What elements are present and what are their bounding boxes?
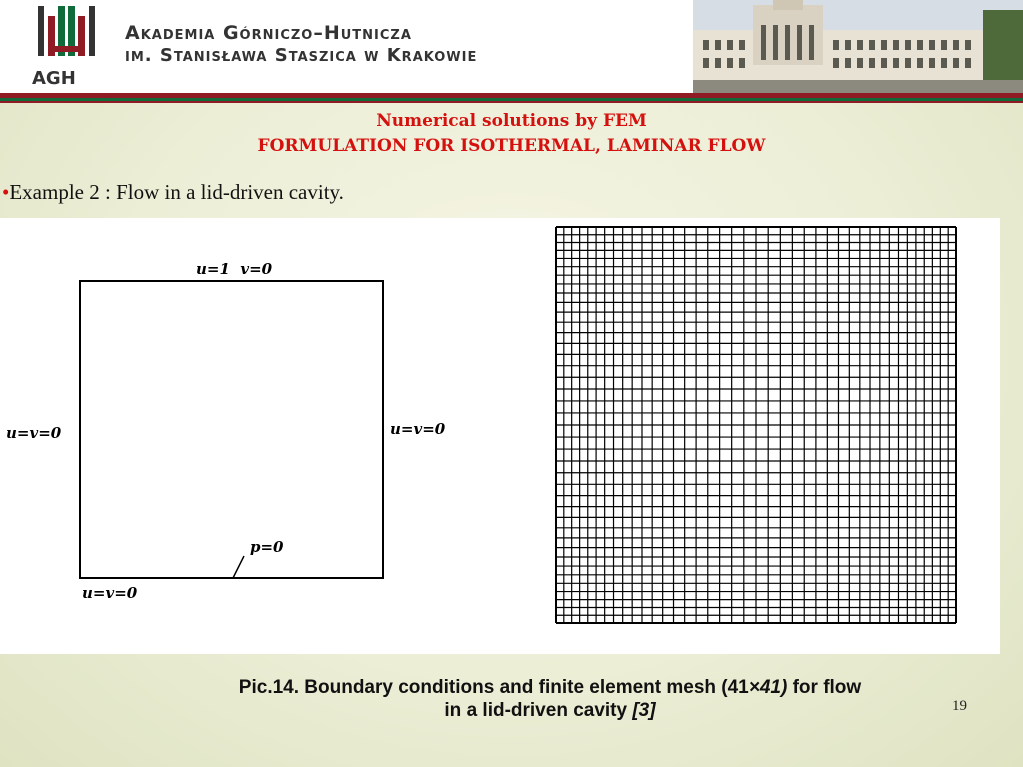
slide-title-line1: Numerical solutions by FEM [376,111,647,131]
bottom-boundary-condition: u=v=0 [82,584,138,602]
bullet-text: Example 2 : Flow in a lid-driven cavity. [9,180,344,204]
left-boundary-condition: u=v=0 [6,424,62,442]
caption-part1: Pic.14. Boundary conditions and finite element mesh (41 [238,677,749,698]
logo-text: AGH [32,68,76,89]
bullet-marker: • [2,180,10,204]
top-boundary-condition: u=1 v=0 [196,260,273,278]
caption-line2: in a lid-driven cavity [444,700,633,721]
pressure-pointer-line [233,556,244,578]
pressure-condition: p=0 [250,538,284,556]
slide-title-line2: FORMULATION FOR ISOTHERMAL, LAMINAR FLOW [257,136,766,156]
caption-reference: [3] [632,700,656,721]
finite-element-mesh [556,227,956,623]
university-building-image [693,0,1023,93]
figure-caption [130,676,970,722]
slide-header [0,0,1023,93]
caption-part3: for flow [787,677,862,698]
university-name-line2: im. Stanisława Staszica w Krakowie [125,45,478,66]
cavity-boundary [80,281,383,578]
right-boundary-condition: u=v=0 [390,420,446,438]
caption-mesh-size: ×41) [748,677,788,698]
page-number: 19 [952,698,967,714]
agh-logo-icon [12,2,122,92]
figure-svg [0,218,1000,654]
figure-panel [0,218,1000,654]
header-stripe-red-bottom [0,101,1023,103]
university-name-line1: Akademia Górniczo–Hutnicza [125,22,412,44]
bullet-point [2,180,344,205]
